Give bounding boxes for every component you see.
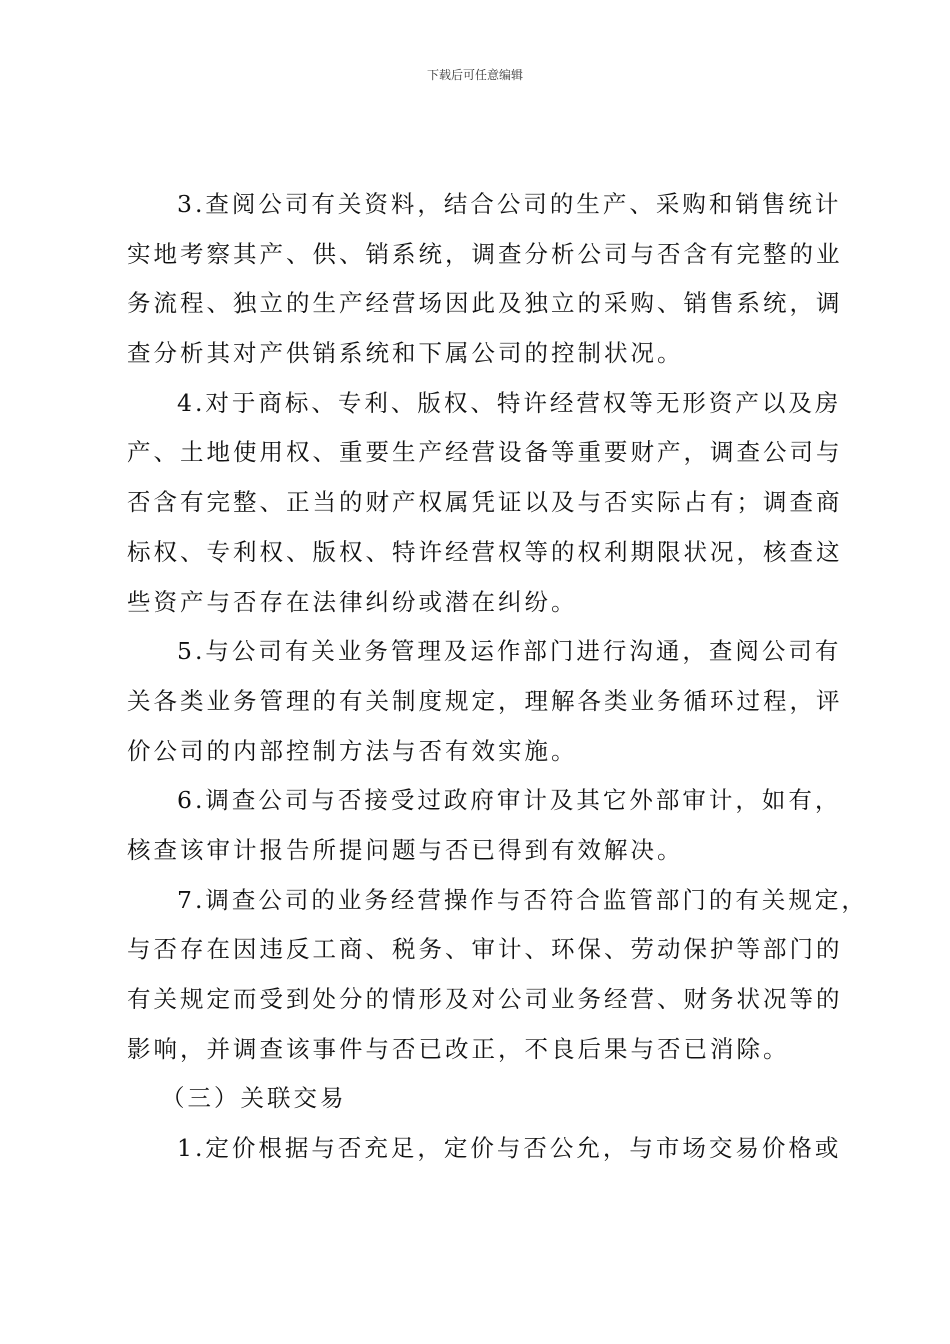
paragraph-line: 务流程、独立的生产经营场因此及独立的采购、销售系统，调	[127, 289, 843, 318]
paragraph-line: 核查该审计报告所提问题与否已得到有效解决。	[127, 835, 684, 864]
paragraph-line: 查分析其对产供销系统和下属公司的控制状况。	[127, 339, 684, 368]
paragraph-line: 关各类业务管理的有关制度规定，理解各类业务循环过程，评	[127, 686, 843, 715]
paragraph-line: 1.定价根据与否充足，定价与否公允，与市场交易价格或	[177, 1134, 842, 1163]
document-body	[127, 180, 868, 1174]
paragraph-line: 4.对于商标、专利、版权、特许经营权等无形资产以及房	[177, 388, 842, 417]
paragraph-line: 3.查阅公司有关资料，结合公司的生产、采购和销售统计	[177, 190, 842, 218]
paragraph-line: 5.与公司有关业务管理及运作部门进行沟通，查阅公司有	[177, 637, 842, 666]
paragraph-line: 7.调查公司的业务经营操作与否符合监管部门的有关规定，	[177, 885, 868, 914]
paragraph-line: 6.调查公司与否接受过政府审计及其它外部审计，如有，	[177, 786, 842, 815]
page-header: 下载后可任意编辑	[426, 68, 523, 82]
section-heading: （三）关联交易	[161, 1084, 347, 1113]
paragraph-line: 些资产与否存在法律纠纷或潜在纠纷。	[127, 587, 578, 616]
paragraph-line: 有关规定而受到处分的情形及对公司业务经营、财务状况等的	[127, 985, 843, 1013]
paragraph-line: 与否存在因违反工商、税务、审计、环保、劳动保护等部门的	[127, 935, 843, 964]
paragraph-line: 影响，并调查该事件与否已改正，不良后果与否已消除。	[127, 1034, 790, 1063]
paragraph-line: 否含有完整、正当的财产权属凭证以及与否实际占有；调查商	[127, 488, 843, 517]
paragraph-line: 产、土地使用权、重要生产经营设备等重要财产，调查公司与	[127, 438, 843, 467]
paragraph-line: 价公司的内部控制方法与否有效实施。	[127, 736, 578, 765]
paragraph-line: 实地考察其产、供、销系统，调查分析公司与否含有完整的业	[127, 239, 843, 268]
paragraph-line: 标权、专利权、版权、特许经营权等的权利期限状况，核查这	[127, 537, 843, 566]
